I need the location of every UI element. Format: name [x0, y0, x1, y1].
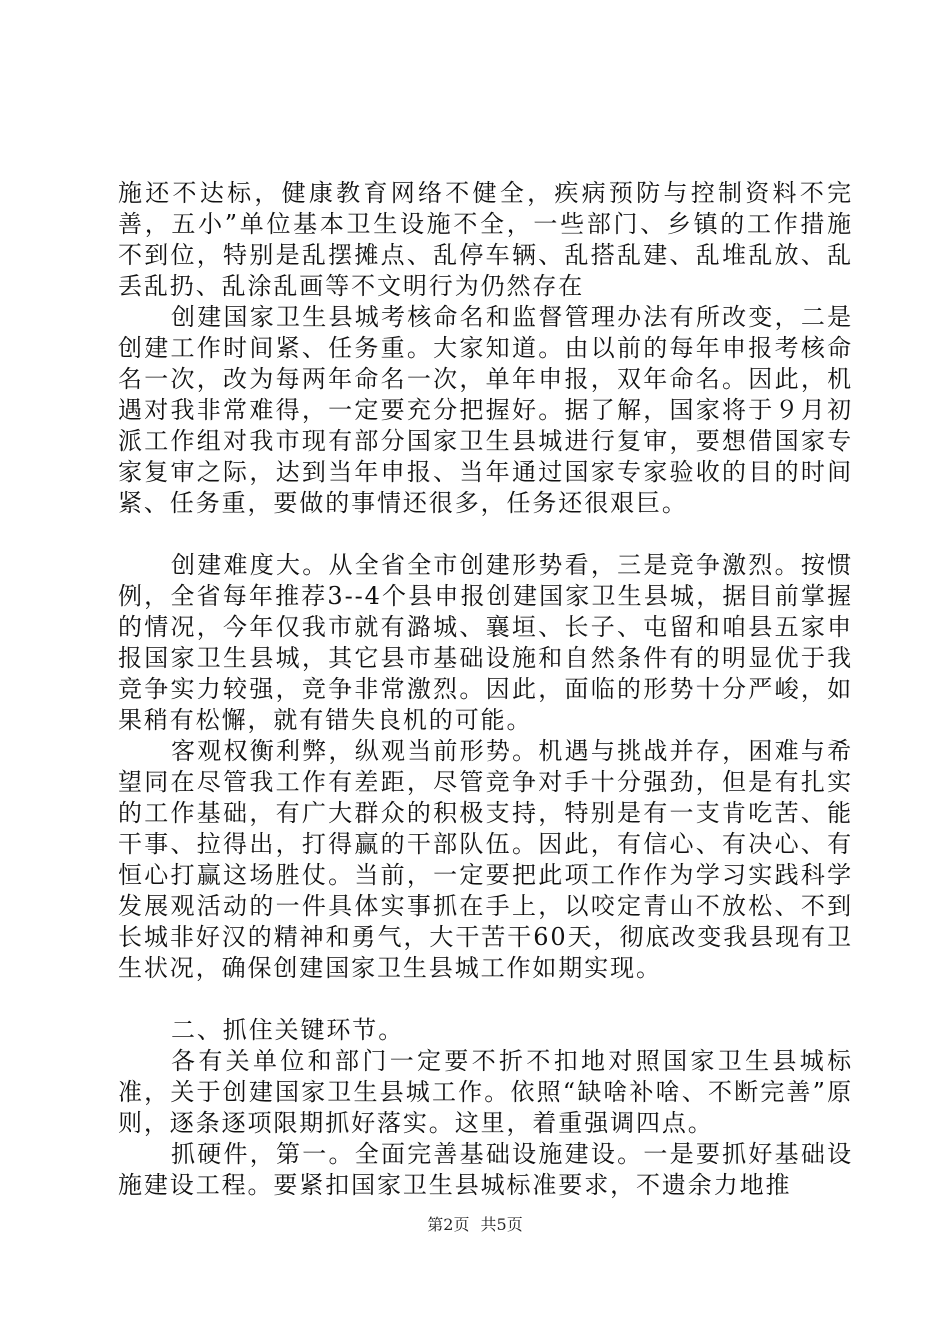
paragraph-standards: 各有关单位和部门一定要不折不扣地对照国家卫生县城标准，关于创建国家卫生县城工作。依照“缺啥补啥、不断完善”原则，逐条逐项限期抓好落实。这里，着重强调四点。 [118, 1047, 853, 1137]
paragraph-assessment-change: 创建国家卫生县城考核命名和监督管理办法有所改变，二是创建工作时间紧、任务重。大家知道。由以前的每年申报考核命名一次，改为每两年命名一次，单年申报，双年命名。因此，机遇对我非常难得，一定要充分把握好。据了解，国家将于９月初派工作组对我市现有部分国家卫生县城进行复审，要想借国家专家复审之际，达到当年申报、当年通过国家专家验收的目的时间紧、任务重，要做的事情还很多，任务还很艰巨。 [118, 303, 853, 517]
paragraph-hardware: 抓硬件，第一。全面完善基础设施建设。一是要抓好基础设施建设工程。要紧扣国家卫生县城标准要求，不遗余力地推 [118, 1140, 853, 1199]
paragraph-continued: 施还不达标，健康教育网络不健全，疾病预防与控制资料不完善，五小”单位基本卫生设施不全，一些部门、乡镇的工作措施不到位，特别是乱摆摊点、乱停车辆、乱搭乱建、乱堆乱放、乱丢乱扔、乱涂乱画等不文明行为仍然存在 [118, 179, 853, 300]
paragraph-gap [118, 984, 853, 1015]
document-body [118, 178, 853, 1201]
section-heading-key-links: 二、抓住关键环节。 [171, 1016, 405, 1044]
page-total: 共5页 [480, 1215, 523, 1234]
page-footer [0, 1212, 950, 1235]
paragraph-competition: 创建难度大。从全省全市创建形势看，三是竞争激烈。按惯例，全省每年推荐3--4个县申报创建国家卫生县城，据目前掌握的情况，今年仅我市就有潞城、襄垣、长子、屯留和咱县五家申报国家卫生县城，其它县市基础设施和自然条件有的明显优于我竞争实力较强，竞争非常激烈。因此，面临的形势十分严峻，如果稍有松懈，就有错失良机的可能。 [118, 551, 853, 734]
paragraph-gap [118, 519, 853, 550]
page-number: 第2页 [427, 1215, 470, 1234]
paragraph-weigh-pros-cons: 客观权衡利弊，纵观当前形势。机遇与挑战并存，困难与希望同在尽管我工作有差距，尽管竞争对手十分强劲，但是有扎实的工作基础，有广大群众的积极支持，特别是有一支肯吃苦、能干事、拉得出，打得赢的干部队伍。因此，有信心、有决心、有恒心打赢这场胜仗。当前，一定要把此项工作作为学习实践科学发展观活动的一件具体实事抓在手上，以咬定青山不放松、不到长城非好汉的精神和勇气，大干苦干60天，彻底改变我县现有卫生状况，确保创建国家卫生县城工作如期实现。 [118, 737, 853, 982]
